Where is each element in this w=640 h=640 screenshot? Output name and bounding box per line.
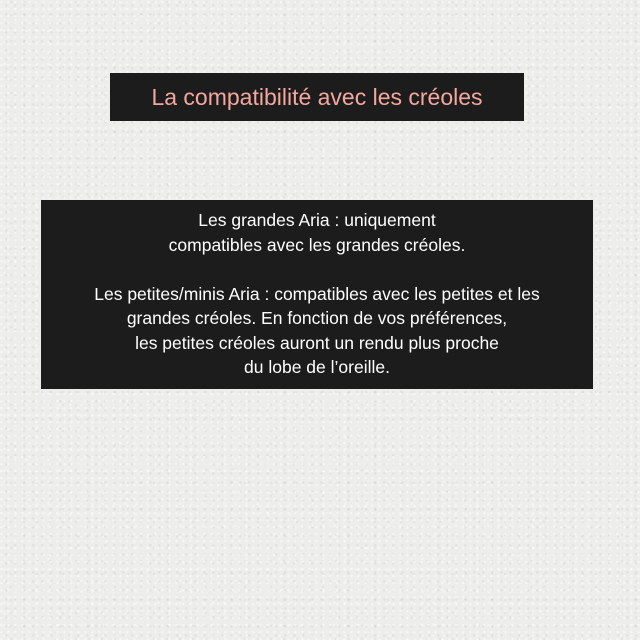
page-title: La compatibilité avec les créoles xyxy=(151,83,483,110)
text-line: Les petites/minis Aria : compatibles avec les petites et les xyxy=(94,283,540,304)
text-line: les petites créoles auront un rendu plus proche xyxy=(135,332,499,353)
text-line: du lobe de l’oreille. xyxy=(244,357,390,377)
text-line: Les grandes Aria : uniquement xyxy=(198,210,436,230)
info-panel xyxy=(41,200,593,389)
paragraph-large-aria xyxy=(169,208,466,257)
paragraph-small-aria xyxy=(94,282,540,380)
text-line: compatibles avec les grandes créoles. xyxy=(168,234,466,255)
text-line: grandes créoles. En fonction de vos préférences, xyxy=(126,308,508,328)
title-banner xyxy=(110,73,524,121)
